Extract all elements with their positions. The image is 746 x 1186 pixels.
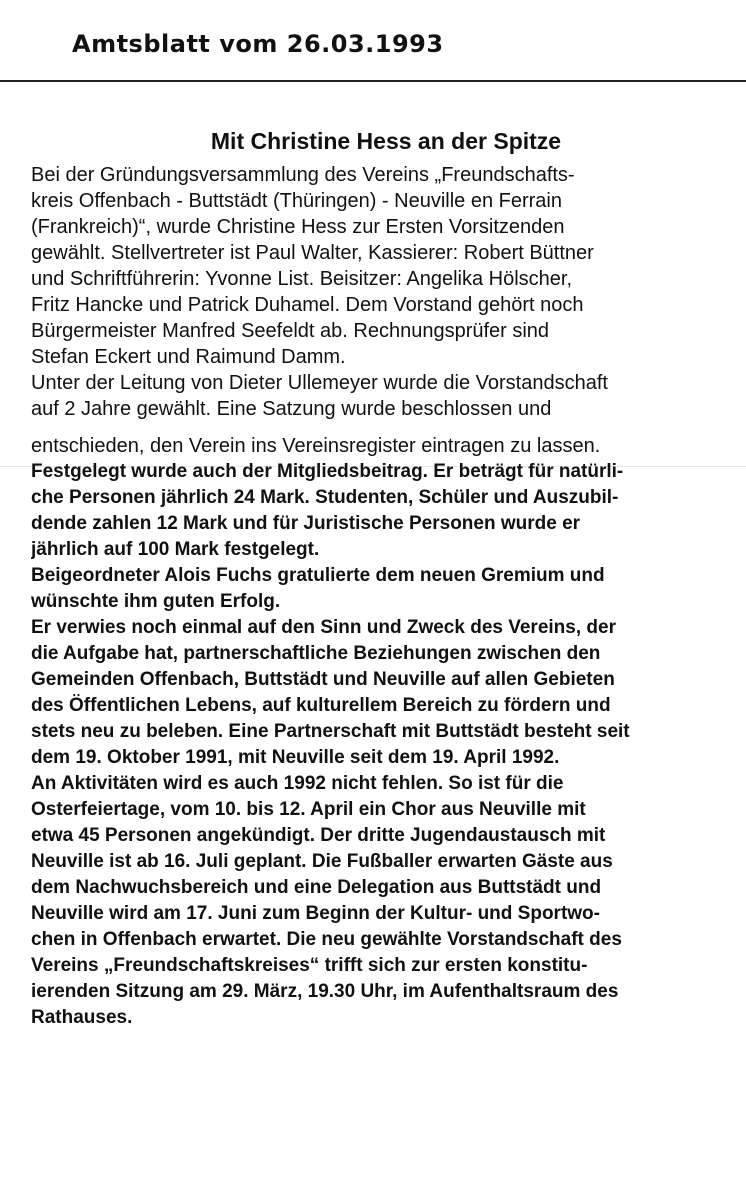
article-line: gewählt. Stellvertreter ist Paul Walter, Kassierer: Robert Büttner — [31, 242, 594, 264]
article-line: jährlich auf 100 Mark festgelegt. — [31, 539, 320, 560]
header-divider — [0, 80, 746, 82]
article-line: Rathauses. — [31, 1007, 133, 1028]
article-line: stets neu zu beleben. Eine Partnerschaft mit Buttstädt besteht seit — [31, 721, 630, 742]
article-line: auf 2 Jahre gewählt. Eine Satzung wurde beschlossen und — [31, 398, 552, 420]
article-body — [31, 162, 739, 1031]
article-line: Neuville wird am 17. Juni zum Beginn der Kultur- und Sportwo- — [31, 903, 600, 924]
article-line: ierenden Sitzung am 29. März, 19.30 Uhr, im Aufenthaltsraum des — [31, 981, 619, 1002]
article-line: Bei der Gründungsversammlung des Vereins „Freundschafts- — [31, 164, 575, 186]
article-headline: Mit Christine Hess an der Spitze — [210, 128, 562, 154]
article-line: die Aufgabe hat, partnerschaftliche Beziehungen zwischen den — [31, 643, 601, 664]
article-line: Beigeordneter Alois Fuchs gratulierte dem neuen Gremium und — [31, 565, 605, 586]
article-line: entschieden, den Verein ins Vereinsregister eintragen zu lassen. — [31, 435, 601, 457]
article-line: Stefan Eckert und Raimund Damm. — [31, 346, 346, 368]
article-line: Osterfeiertage, vom 10. bis 12. April ein Chor aus Neuville mit — [31, 799, 586, 820]
article-line: Bürgermeister Manfred Seefeldt ab. Rechnungsprüfer sind — [31, 320, 550, 342]
newsletter-date-title: Amtsblatt vom 26.03.1993 — [72, 30, 444, 58]
article-line: Festgelegt wurde auch der Mitgliedsbeitrag. Er beträgt für natürli- — [31, 461, 624, 482]
article-line: Unter der Leitung von Dieter Ullemeyer wurde die Vorstandschaft — [31, 372, 608, 394]
article-line: (Frankreich)“, wurde Christine Hess zur Ersten Vorsitzenden — [31, 216, 565, 238]
article-line: und Schriftführerin: Yvonne List. Beisitzer: Angelika Hölscher, — [31, 268, 573, 290]
article-line: Gemeinden Offenbach, Buttstädt und Neuville auf allen Gebieten — [31, 669, 615, 690]
article-line: des Öffentlichen Lebens, auf kulturellem Bereich zu fördern und — [31, 695, 611, 716]
article-line: dem 19. Oktober 1991, mit Neuville seit dem 19. April 1992. — [31, 747, 560, 768]
article-line: dem Nachwuchsbereich und eine Delegation aus Buttstädt und — [31, 877, 602, 898]
article-line: dende zahlen 12 Mark und für Juristische Personen wurde er — [31, 513, 581, 534]
article-line: Fritz Hancke und Patrick Duhamel. Dem Vorstand gehört noch — [31, 294, 584, 316]
article-line: Neuville ist ab 16. Juli geplant. Die Fußballer erwarten Gäste aus — [31, 851, 613, 872]
article-line: wünschte ihm guten Erfolg. — [31, 591, 281, 612]
article-line: che Personen jährlich 24 Mark. Studenten, Schüler und Auszubil- — [31, 487, 619, 508]
article-line: kreis Offenbach - Buttstädt (Thüringen) - Neuville en Ferrain — [31, 190, 562, 212]
article-line: Vereins „Freundschaftskreises“ trifft sich zur ersten konstitu- — [31, 955, 588, 976]
article-line: Er verwies noch einmal auf den Sinn und Zweck des Vereins, der — [31, 617, 616, 638]
article-line: An Aktivitäten wird es auch 1992 nicht fehlen. So ist für die — [31, 773, 564, 794]
article-line: etwa 45 Personen angekündigt. Der dritte Jugendaustausch mit — [31, 825, 606, 846]
article-line: chen in Offenbach erwartet. Die neu gewählte Vorstandschaft des — [31, 929, 622, 950]
